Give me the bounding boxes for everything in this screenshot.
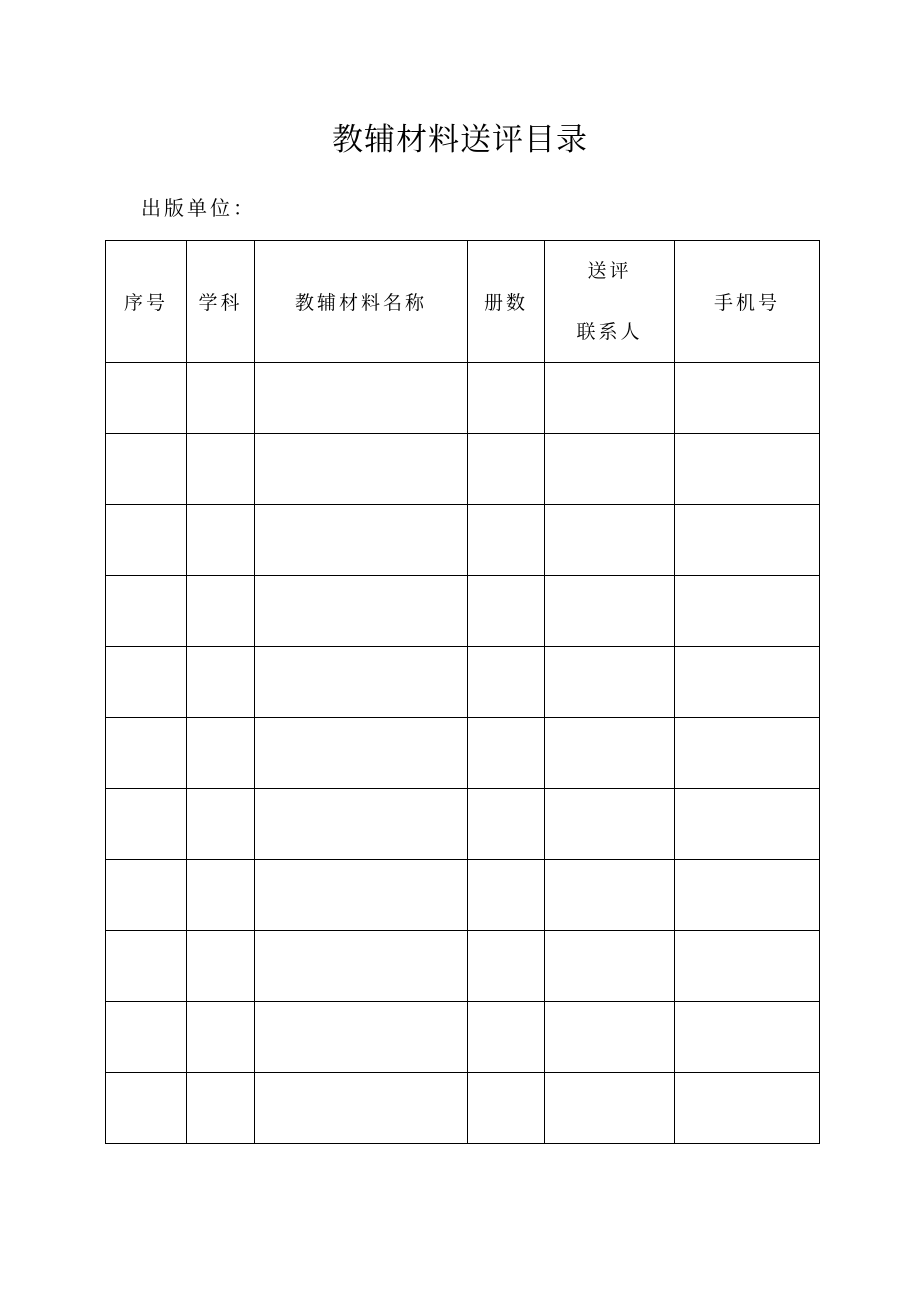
document-title: 教辅材料送评目录: [332, 122, 588, 158]
cell-subject[interactable]: [187, 1002, 255, 1073]
cell-volumes[interactable]: [468, 647, 545, 718]
cell-seq[interactable]: [106, 1002, 187, 1073]
cell-volumes[interactable]: [468, 789, 545, 860]
header-material-name: 教辅材料名称: [255, 241, 468, 363]
cell-phone[interactable]: [675, 363, 820, 434]
cell-material-name[interactable]: [255, 505, 468, 576]
table-row: [106, 860, 820, 931]
cell-material-name[interactable]: [255, 576, 468, 647]
cell-contact[interactable]: [545, 789, 675, 860]
table-row: [106, 576, 820, 647]
header-contact-line1: 送评: [587, 260, 632, 282]
cell-volumes[interactable]: [468, 363, 545, 434]
table-header-row: [106, 241, 820, 363]
cell-seq[interactable]: [106, 718, 187, 789]
cell-seq[interactable]: [106, 576, 187, 647]
cell-volumes[interactable]: [468, 434, 545, 505]
cell-material-name[interactable]: [255, 647, 468, 718]
cell-seq[interactable]: [106, 505, 187, 576]
header-seq: 序号: [106, 241, 187, 363]
cell-phone[interactable]: [675, 718, 820, 789]
cell-contact[interactable]: [545, 576, 675, 647]
cell-phone[interactable]: [675, 789, 820, 860]
cell-subject[interactable]: [187, 1073, 255, 1144]
header-contact: [545, 241, 675, 363]
cell-contact[interactable]: [545, 1002, 675, 1073]
cell-seq[interactable]: [106, 1073, 187, 1144]
catalog-table: [105, 240, 820, 1144]
cell-material-name[interactable]: [255, 931, 468, 1002]
cell-seq[interactable]: [106, 860, 187, 931]
table-row: [106, 718, 820, 789]
cell-contact[interactable]: [545, 860, 675, 931]
cell-seq[interactable]: [106, 434, 187, 505]
table-row: [106, 505, 820, 576]
header-subject: 学科: [187, 241, 255, 363]
cell-phone[interactable]: [675, 1002, 820, 1073]
cell-material-name[interactable]: [255, 1073, 468, 1144]
cell-contact[interactable]: [545, 363, 675, 434]
cell-phone[interactable]: [675, 931, 820, 1002]
cell-subject[interactable]: [187, 931, 255, 1002]
cell-volumes[interactable]: [468, 576, 545, 647]
cell-seq[interactable]: [106, 931, 187, 1002]
cell-material-name[interactable]: [255, 434, 468, 505]
cell-material-name[interactable]: [255, 789, 468, 860]
cell-contact[interactable]: [545, 505, 675, 576]
cell-contact[interactable]: [545, 434, 675, 505]
cell-material-name[interactable]: [255, 718, 468, 789]
cell-subject[interactable]: [187, 576, 255, 647]
cell-seq[interactable]: [106, 363, 187, 434]
cell-phone[interactable]: [675, 576, 820, 647]
cell-subject[interactable]: [187, 363, 255, 434]
cell-volumes[interactable]: [468, 1002, 545, 1073]
cell-subject[interactable]: [187, 718, 255, 789]
cell-volumes[interactable]: [468, 860, 545, 931]
table-row: [106, 1073, 820, 1144]
cell-subject[interactable]: [187, 647, 255, 718]
cell-contact[interactable]: [545, 1073, 675, 1144]
cell-material-name[interactable]: [255, 363, 468, 434]
table-row: [106, 647, 820, 718]
header-contact-line2: 联系人: [576, 321, 643, 343]
cell-contact[interactable]: [545, 718, 675, 789]
cell-subject[interactable]: [187, 789, 255, 860]
cell-contact[interactable]: [545, 931, 675, 1002]
table-body: [106, 363, 820, 1144]
table-row: [106, 434, 820, 505]
table-row: [106, 1002, 820, 1073]
cell-seq[interactable]: [106, 789, 187, 860]
table-row: [106, 363, 820, 434]
cell-material-name[interactable]: [255, 1002, 468, 1073]
header-volumes: 册数: [468, 241, 545, 363]
publisher-label: 出版单位：: [141, 196, 256, 220]
cell-contact[interactable]: [545, 647, 675, 718]
header-phone: 手机号: [675, 241, 820, 363]
table-row: [106, 789, 820, 860]
cell-phone[interactable]: [675, 434, 820, 505]
cell-subject[interactable]: [187, 434, 255, 505]
cell-subject[interactable]: [187, 505, 255, 576]
cell-volumes[interactable]: [468, 505, 545, 576]
cell-subject[interactable]: [187, 860, 255, 931]
cell-phone[interactable]: [675, 1073, 820, 1144]
cell-phone[interactable]: [675, 860, 820, 931]
cell-volumes[interactable]: [468, 931, 545, 1002]
cell-phone[interactable]: [675, 505, 820, 576]
cell-phone[interactable]: [675, 647, 820, 718]
cell-seq[interactable]: [106, 647, 187, 718]
table-row: [106, 931, 820, 1002]
cell-material-name[interactable]: [255, 860, 468, 931]
cell-volumes[interactable]: [468, 718, 545, 789]
cell-volumes[interactable]: [468, 1073, 545, 1144]
